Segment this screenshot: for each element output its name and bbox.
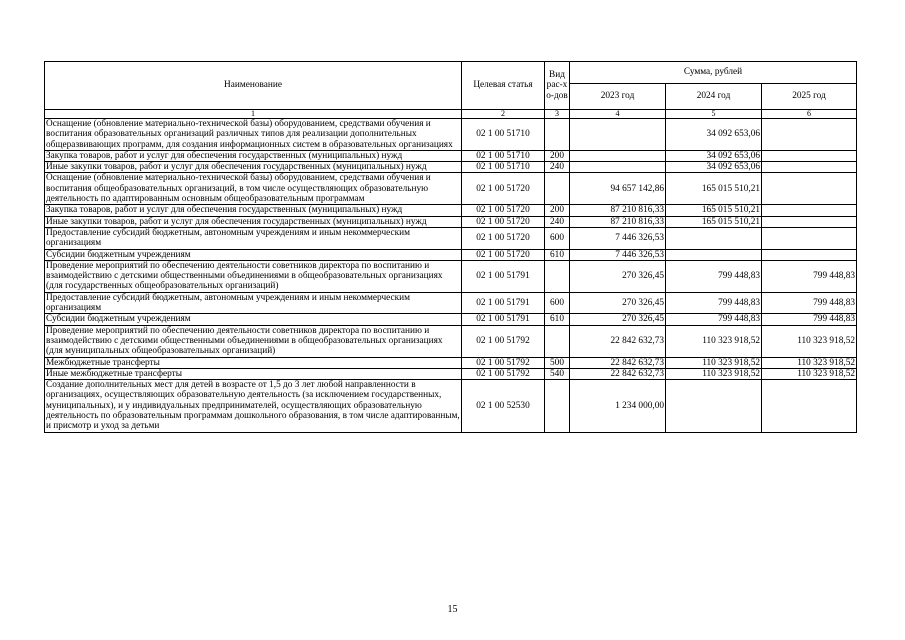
row-name: Субсидии бюджетным учреждениям: [45, 314, 462, 325]
row-sum-2025: [762, 205, 857, 216]
row-sum-2025: 799 448,83: [762, 292, 857, 314]
row-sum-2023: 270 326,45: [570, 292, 666, 314]
header-2023: 2023 год: [570, 84, 666, 110]
row-vid: 240: [545, 162, 570, 173]
row-sum-2023: 22 842 632,73: [570, 325, 666, 357]
row-vid: 610: [545, 314, 570, 325]
row-name: Межбюджетные трансферты: [45, 357, 462, 368]
row-sum-2023: 270 326,45: [570, 314, 666, 325]
row-sum-2025: 110 323 918,52: [762, 325, 857, 357]
header-article: Целевая статья: [462, 62, 545, 110]
row-sum-2024: [666, 380, 762, 432]
row-vid: 600: [545, 227, 570, 249]
table-row: [45, 216, 857, 227]
row-sum-2025: [762, 249, 857, 260]
column-number: 3: [545, 110, 570, 119]
row-article: 02 1 00 51792: [462, 368, 545, 379]
row-sum-2025: 799 448,83: [762, 260, 857, 292]
row-name: Проведение мероприятий по обеспечению деятельности советников директора по воспитанию и взаимодействию с детскими общественными объединениями в общеобразовательных организациях (для государственных общеобразовательных организаций): [45, 260, 462, 292]
row-article: 02 1 00 51791: [462, 292, 545, 314]
row-article: 02 1 00 51710: [462, 162, 545, 173]
row-vid: [545, 119, 570, 151]
row-name: Закупка товаров, работ и услуг для обеспечения государственных (муниципальных) нужд: [45, 150, 462, 161]
table-row: [45, 357, 857, 368]
row-article: 02 1 00 51710: [462, 150, 545, 161]
budget-table: [44, 61, 857, 433]
row-name: Иные закупки товаров, работ и услуг для обеспечения государственных (муниципальных) нужд: [45, 162, 462, 173]
header-sum: Сумма, рублей: [570, 62, 857, 84]
row-sum-2023: [570, 150, 666, 161]
row-sum-2024: 165 015 510,21: [666, 216, 762, 227]
row-vid: 200: [545, 150, 570, 161]
row-name: Иные межбюджетные трансферты: [45, 368, 462, 379]
row-sum-2024: 165 015 510,21: [666, 173, 762, 205]
row-vid: [545, 380, 570, 432]
table-row: [45, 325, 857, 357]
row-sum-2025: [762, 173, 857, 205]
header-name: Наименование: [45, 62, 462, 110]
table-row: [45, 292, 857, 314]
row-sum-2024: 110 323 918,52: [666, 325, 762, 357]
table-row: [45, 380, 857, 432]
row-name: Закупка товаров, работ и услуг для обеспечения государственных (муниципальных) нужд: [45, 205, 462, 216]
column-number: 5: [666, 110, 762, 119]
row-sum-2023: 87 210 816,33: [570, 205, 666, 216]
table-row: [45, 368, 857, 379]
row-article: 02 1 00 51792: [462, 325, 545, 357]
row-name: Проведение мероприятий по обеспечению деятельности советников директора по воспитанию и взаимодействию с детскими общественными объединениями в общеобразовательных организациях (для муниципальных общеобразовательных организаций): [45, 325, 462, 357]
row-sum-2025: 110 323 918,52: [762, 357, 857, 368]
row-sum-2023: [570, 119, 666, 151]
table-row: [45, 162, 857, 173]
table-row: [45, 249, 857, 260]
row-sum-2024: 799 448,83: [666, 314, 762, 325]
row-sum-2024: 165 015 510,21: [666, 205, 762, 216]
row-sum-2025: [762, 162, 857, 173]
row-article: 02 1 00 51720: [462, 249, 545, 260]
row-sum-2023: 87 210 816,33: [570, 216, 666, 227]
row-sum-2025: [762, 150, 857, 161]
header-vid: Вид рас-хо-дов: [545, 62, 570, 110]
header-2025: 2025 год: [762, 84, 857, 110]
table-row: [45, 119, 857, 151]
row-article: 02 1 00 51720: [462, 227, 545, 249]
row-sum-2023: [570, 162, 666, 173]
row-sum-2023: 1 234 000,00: [570, 380, 666, 432]
table-row: [45, 173, 857, 205]
row-sum-2024: 34 092 653,06: [666, 162, 762, 173]
row-sum-2024: 110 323 918,52: [666, 357, 762, 368]
table-row: [45, 227, 857, 249]
row-sum-2023: 7 446 326,53: [570, 227, 666, 249]
row-sum-2023: 22 842 632,73: [570, 357, 666, 368]
row-sum-2024: [666, 249, 762, 260]
row-sum-2025: [762, 216, 857, 227]
row-sum-2024: 34 092 653,06: [666, 150, 762, 161]
row-sum-2023: 22 842 632,73: [570, 368, 666, 379]
row-vid: [545, 325, 570, 357]
column-numbers-row: [45, 110, 857, 119]
row-article: 02 1 00 51720: [462, 173, 545, 205]
row-article: 02 1 00 51792: [462, 357, 545, 368]
row-sum-2023: 7 446 326,53: [570, 249, 666, 260]
row-sum-2023: 270 326,45: [570, 260, 666, 292]
row-name: Предоставление субсидий бюджетным, автономным учреждениям и иным некоммерческим организациям: [45, 292, 462, 314]
row-article: 02 1 00 52530: [462, 380, 545, 432]
table-row: [45, 260, 857, 292]
table-row: [45, 205, 857, 216]
row-vid: 610: [545, 249, 570, 260]
row-sum-2024: 799 448,83: [666, 292, 762, 314]
row-sum-2024: 110 323 918,52: [666, 368, 762, 379]
row-sum-2024: 34 092 653,06: [666, 119, 762, 151]
row-sum-2025: [762, 227, 857, 249]
row-vid: [545, 173, 570, 205]
row-name: Субсидии бюджетным учреждениям: [45, 249, 462, 260]
row-article: 02 1 00 51720: [462, 205, 545, 216]
column-number: 4: [570, 110, 666, 119]
column-number: 2: [462, 110, 545, 119]
row-sum-2025: 799 448,83: [762, 314, 857, 325]
row-sum-2024: 799 448,83: [666, 260, 762, 292]
row-article: 02 1 00 51791: [462, 260, 545, 292]
row-sum-2025: [762, 119, 857, 151]
column-number: 6: [762, 110, 857, 119]
row-name: Предоставление субсидий бюджетным, автономным учреждениям и иным некоммерческим организациям: [45, 227, 462, 249]
row-vid: 540: [545, 368, 570, 379]
row-vid: [545, 260, 570, 292]
row-name: Оснащение (обновление материально-технической базы) оборудованием, средствами обучения и воспитания общеобразовательных организаций, в том числе осуществляющих образовательную деятельность по адаптированным основным общеобразовательным программам: [45, 173, 462, 205]
page-number: 15: [447, 604, 458, 615]
row-vid: 200: [545, 205, 570, 216]
table-row: [45, 150, 857, 161]
row-article: 02 1 00 51720: [462, 216, 545, 227]
column-number: 1: [45, 110, 462, 119]
row-article: 02 1 00 51791: [462, 314, 545, 325]
row-article: 02 1 00 51710: [462, 119, 545, 151]
row-name: Оснащение (обновление материально-технической базы) оборудованием, средствами обучения и воспитания образовательных организаций различных типов для реализации дополнительных общеразвивающих программ, для создания информационных систем в образовательных организациях: [45, 119, 462, 151]
row-sum-2025: [762, 380, 857, 432]
row-vid: 240: [545, 216, 570, 227]
row-name: Создание дополнительных мест для детей в возрасте от 1,5 до 3 лет любой направленности в организациях, осуществляющих образовательную деятельность (за исключением государственных, муниципальных), и у индивидуальных предпринимателей, осуществляющих образовательную деятельность по образовательным программам дошкольного образования, в том числе адаптированным, и присмотр и уход за детьми: [46, 380, 460, 432]
row-vid: 500: [545, 357, 570, 368]
row-vid: 600: [545, 292, 570, 314]
row-sum-2024: [666, 227, 762, 249]
header-2024: 2024 год: [666, 84, 762, 110]
row-name: Иные закупки товаров, работ и услуг для обеспечения государственных (муниципальных) нужд: [45, 216, 462, 227]
table-row: [45, 314, 857, 325]
row-sum-2023: 94 657 142,86: [570, 173, 666, 205]
row-sum-2025: 110 323 918,52: [762, 368, 857, 379]
